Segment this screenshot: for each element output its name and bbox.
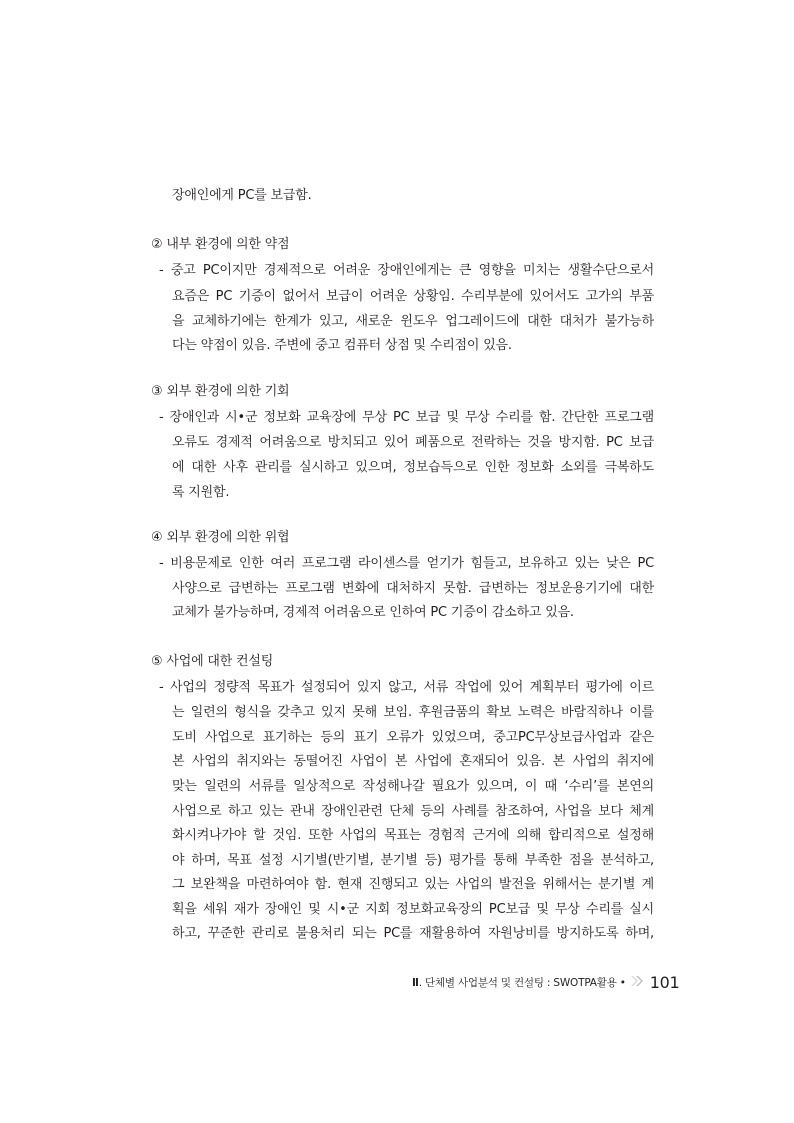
- section-consulting-line-4: 본 사업의 취지와는 동떨어진 사업이 본 사업에 혼재되어 있음. 본 사업의 취지에: [172, 754, 654, 769]
- section-consulting-line-6: 사업으로 하고 있는 관내 장애인관련 단체 등의 사례를 참조하여, 사업을 보다 체계: [172, 804, 654, 819]
- section-consulting-line-3: 도비 사업으로 표기하는 등의 표기 오류가 있었으며, 중고PC무상보급사업과 같은: [172, 730, 654, 745]
- section-consulting-line-10: 획을 세워 재가 장애인 및 시•군 지회 정보화교육장의 PC보급 및 무상 수리를 실시: [172, 902, 654, 917]
- footer-chapter-title: . 단체별 사업분석 및 컨설팅 : SWOTPA활용 •: [418, 976, 626, 989]
- section-consulting-line-5: 맞는 일련의 서류를 일상적으로 작성해나갈 필요가 있으며, 이 때 ‘수리’를 본연의: [172, 779, 654, 794]
- section-opportunity-line-2: 오류도 경제적 어려움으로 방치되고 있어 폐품으로 전락하는 것을 방지함. PC 보급: [172, 435, 654, 450]
- section-consulting-line-1: - 사업의 정량적 목표가 설정되어 있지 않고, 서류 작업에 있어 계획부터 평가에 이르: [159, 680, 654, 695]
- section-consulting-line-9: 그 보완책을 마련하여야 함. 현재 진행되고 있는 사업의 발전을 위해서는 분기별 계: [172, 877, 654, 892]
- section-consulting-line-11: 하고, 꾸준한 관리로 불용처리 되는 PC를 재활용하여 자원낭비를 방지하도록 하며,: [172, 926, 654, 941]
- page-footer: [412, 971, 679, 993]
- section-weakness-line-3: 을 교체하기에는 한계가 있고, 새로운 윈도우 업그레이드에 대한 대처가 불가능하: [172, 314, 654, 329]
- section-heading-threat: ④ 외부 환경에 의한 위협: [151, 530, 290, 545]
- section-opportunity-line-4: 록 지원함.: [172, 485, 230, 500]
- section-heading-consulting: ⑤ 사업에 대한 컨설팅: [151, 654, 274, 669]
- section-heading-opportunity: ③ 외부 환경에 의한 기회: [151, 384, 290, 399]
- section-consulting-line-8: 야 하며, 목표 설정 시기별(반기별, 분기별 등) 평가를 통해 부족한 점을 분석하고,: [172, 853, 654, 868]
- section-consulting-line-2: 는 일련의 형식을 갖추고 있지 못해 보임. 후원금품의 확보 노력은 바람직하나 이를: [172, 705, 654, 720]
- footer-running-title: [412, 975, 626, 990]
- section-consulting-line-7: 화시켜나가야 할 것임. 또한 사업의 목표는 경험적 근거에 의해 합리적으로 설정해: [172, 828, 654, 843]
- page-number: 101: [649, 972, 680, 992]
- section-heading-weakness: ② 내부 환경에 의한 약점: [151, 237, 290, 252]
- footer-chapter-numeral: Ⅱ: [412, 976, 419, 989]
- section-opportunity-line-1: - 장애인과 시•군 정보화 교육장에 무상 PC 보급 및 무상 수리를 함. 간단한 프로그램: [159, 410, 654, 425]
- section-opportunity-line-3: 에 대한 사후 관리를 실시하고 있으며, 정보습득으로 인한 정보화 소외를 극복하도: [172, 460, 654, 475]
- section-threat-line-2: 사양으로 급변하는 프로그램 변화에 대처하지 못함. 급변하는 정보운용기기에 대한: [172, 581, 654, 596]
- section-threat-line-3: 교체가 불가능하며, 경제적 어려움으로 인하여 PC 기증이 감소하고 있음.: [172, 605, 574, 620]
- double-chevron-icon: [630, 973, 644, 992]
- section-weakness-line-2: 요즘은 PC 기증이 없어서 보급이 어려운 상황임. 수리부분에 있어서도 고가의 부품: [172, 289, 654, 304]
- section-weakness-line-4: 다는 약점이 있음. 주변에 중고 컴퓨터 상점 및 수리점이 있음.: [172, 338, 512, 353]
- section-threat-line-1: - 비용문제로 인한 여러 프로그램 라이센스를 얻기가 힘들고, 보유하고 있는 낮은 PC: [159, 556, 654, 571]
- section-weakness-line-1: - 중고 PC이지만 경제적으로 어려운 장애인에게는 큰 영향을 미치는 생활수단으로서: [159, 263, 654, 278]
- intro-line: 장애인에게 PC를 보급함.: [172, 188, 312, 203]
